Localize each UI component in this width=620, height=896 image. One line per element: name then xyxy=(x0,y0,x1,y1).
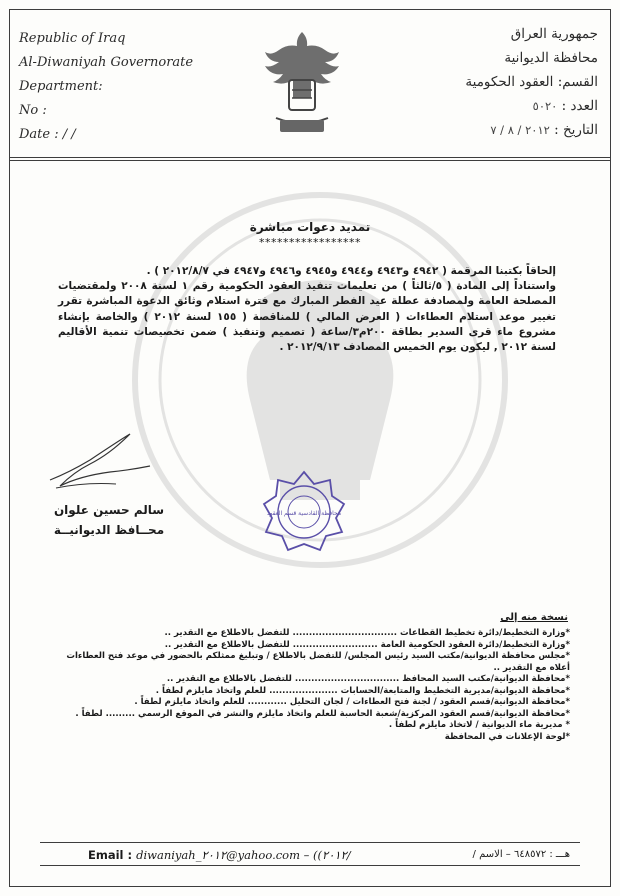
header-country-en: Republic of Iraq xyxy=(19,31,126,46)
copies-list xyxy=(56,628,570,743)
list-item: *محافظة الديوانية/مديرية التخطيط والمتابعة/الحسابات ..................... للعلم واتخاذ مايلزم لطفاً . xyxy=(155,685,570,696)
header-date-ar xyxy=(398,118,598,142)
stamp-text: محافظة القادسية قسم العقود xyxy=(266,510,342,517)
header-date-en: Date : / / xyxy=(19,127,76,142)
body-paragraph-1: إلحاقاً بكتبنا المرقمة ( ٤٩٤٢ و٤٩٤٣ و٤٩٤٤ و٤٩٤٥ و٤٩٤٦ و٤٩٤٧ في ٢٠١٢/٨/٧ ) . xyxy=(146,265,556,277)
date-label: التاريخ : xyxy=(554,122,598,138)
email-label: Email : xyxy=(88,848,133,862)
header-governorate-en: Al-Diwaniyah Governorate xyxy=(19,55,194,70)
footer-reference: هـــ : ٦٤٨٥٧٢ – الاسم / xyxy=(472,849,570,860)
list-item: * مديرية ماء الديوانية / لاتخاذ مايلزم لطفاً . xyxy=(388,720,570,730)
list-item: *محافظة الديوانية/مكتب السيد المحافظ ................................ للتفضل بالاطلاع مع التقدير .. xyxy=(166,674,570,684)
header-department-ar: القسم: العقود الحكومية xyxy=(465,74,598,90)
list-item: *محافظة الديوانية/قسم العقود / لجنة فتح العطاءات / لجان التحليل ............ للعلم واتخاذ مايلزم لطفاً . xyxy=(134,697,570,707)
footer xyxy=(40,842,580,866)
letterhead-arabic xyxy=(398,22,598,142)
signer-name: سالم حسين علوان xyxy=(53,503,165,517)
header-number-ar xyxy=(398,94,598,118)
iraq-emblem-icon xyxy=(262,28,342,138)
date-value: ٢٠١٢ / ٨ / ٧ xyxy=(490,123,550,137)
document-title: تمديد دعوات مباشرة xyxy=(249,220,371,234)
signer-title: محــافظ الديوانيــة xyxy=(53,523,165,537)
official-stamp-icon xyxy=(262,470,346,554)
footer-email xyxy=(88,848,351,862)
copies-heading: نسخة منه إلى xyxy=(500,612,568,623)
header-country-ar: جمهورية العراق xyxy=(510,26,598,42)
title-divider: ***************** xyxy=(259,236,361,249)
number-value: ٥٠٢٠ xyxy=(532,99,558,113)
email-value: diwaniyah_٢٠١٢@yahoo.com – ((٢٠١٢/ xyxy=(136,848,351,862)
header-governorate-ar: محافظة الديوانية xyxy=(504,50,598,66)
letterhead-english xyxy=(19,27,193,147)
list-item: *لوحة الإعلانات في المحافظة xyxy=(444,731,570,742)
letter-body xyxy=(58,264,556,355)
list-item: *محافظة الديوانية/قسم العقود المركزية/شعبة الحاسبة للعلم واتخاذ مايلزم والنشر في الموقع الرسمي ......... لطفاً . xyxy=(75,708,570,719)
header-department-en: Department: xyxy=(19,79,103,94)
header-number-en: No : xyxy=(19,103,47,118)
list-item: *مجلس محافظة الديوانية/مكتب السيد رئيس المجلس/ للتفضل بالاطلاع / وتبليغ ممثلكم بالحضور في موعد فتح العطاءات أعلاه مع التقدير .. xyxy=(66,651,570,673)
body-paragraph-2: واستناداً إلى المادة ( ٥/ثالثاً ) من تعليمات تنفيذ العقود الحكومية رقم ١ لسنة ٢٠٠٨ ولمقتضيات المصلحة العامة ولمصادفة عطلة عيد الفطر المبارك مع فترة استلام وثائق الدعوة المباشرة تقرر تغيير موعد استلام العطاءات ( العرض المالي ) للمناقصة ( ١٥٥ لسنة ٢٠١٢ ) والخاصة بإنشاء مشروع ماء قرى السدير بطاقة ٢٠٠م٣/ساعة ( تصميم وتنفيذ ) ضمن تخصيصات تنمية الأقاليم لسنة ٢٠١٢ , ليكون يوم الخميس المصادف ٢٠١٢/٩/١٣ . xyxy=(58,280,557,354)
number-label: العدد : xyxy=(561,98,598,114)
signature-icon xyxy=(42,430,160,500)
signer-block xyxy=(44,500,174,540)
list-item: *وزارة التخطيط/دائرة تخطيط القطاعات ................................ للتفضل بالاطلاع مع التقدير .. xyxy=(164,628,570,638)
list-item: *وزارة التخطيط/دائرة العقود الحكومية العامة .......................... للتفضل بالاطلاع مع التقدير .. xyxy=(164,639,570,650)
